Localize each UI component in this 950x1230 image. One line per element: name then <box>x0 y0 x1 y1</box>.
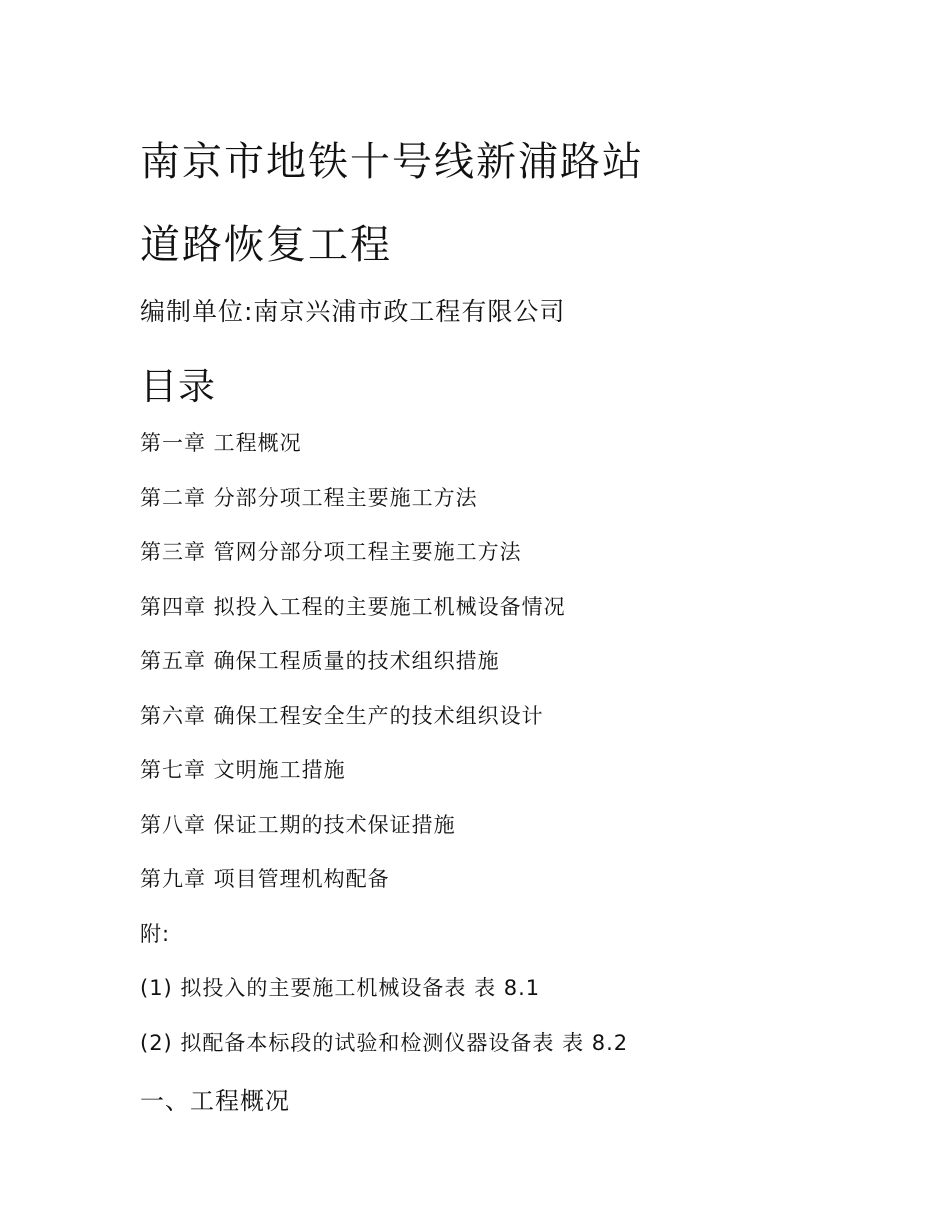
appendix-item-1: (1) 拟投入的主要施工机械设备表 表 8.1 <box>140 976 541 1000</box>
appendix-item-2: (2) 拟配备本标段的试验和检测仪器设备表 表 8.2 <box>140 1031 629 1055</box>
toc-heading: 目录 <box>140 365 216 408</box>
document-title-line-1: 南京市地铁十号线新浦路站 <box>140 139 644 185</box>
toc-item-chapter-1: 第一章 工程概况 <box>140 431 302 455</box>
toc-item-chapter-8: 第八章 保证工期的技术保证措施 <box>140 813 456 837</box>
compiling-unit: 编制单位:南京兴浦市政工程有限公司 <box>140 297 566 326</box>
appendix-label: 附: <box>140 922 171 946</box>
toc-item-chapter-9: 第九章 项目管理机构配备 <box>140 867 390 891</box>
toc-item-chapter-2: 第二章 分部分项工程主要施工方法 <box>140 486 478 510</box>
toc-item-chapter-7: 第七章 文明施工措施 <box>140 758 346 782</box>
section-heading-1: 一、工程概况 <box>140 1087 290 1115</box>
document-title-line-2: 道路恢复工程 <box>140 222 392 268</box>
toc-item-chapter-3: 第三章 管网分部分项工程主要施工方法 <box>140 540 522 564</box>
toc-item-chapter-4: 第四章 拟投入工程的主要施工机械设备情况 <box>140 595 566 619</box>
toc-item-chapter-5: 第五章 确保工程质量的技术组织措施 <box>140 649 500 673</box>
toc-item-chapter-6: 第六章 确保工程安全生产的技术组织设计 <box>140 704 544 728</box>
